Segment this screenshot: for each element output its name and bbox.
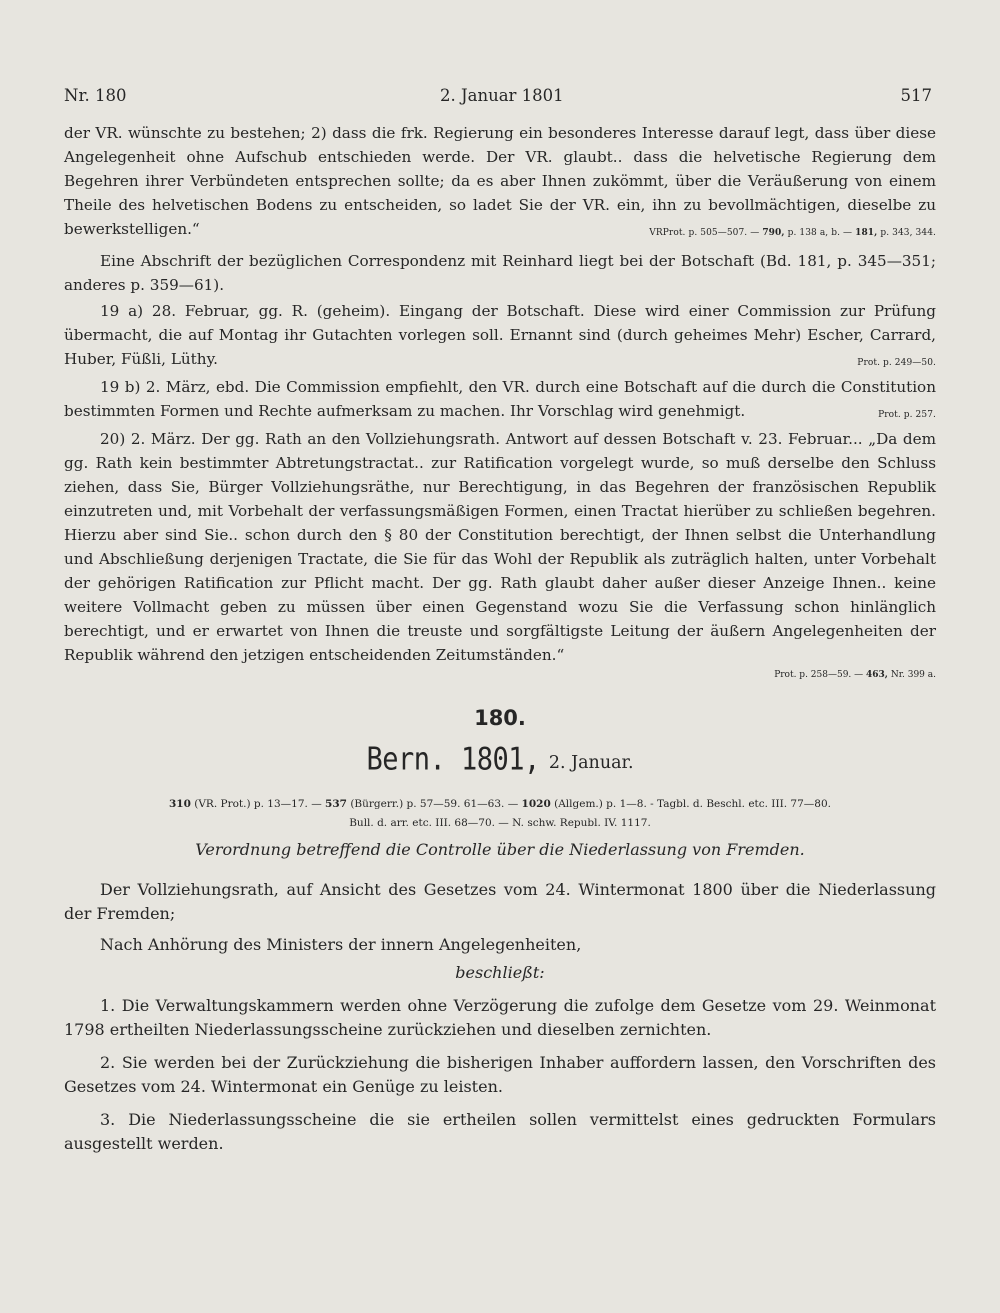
paragraph-5-source [64, 667, 936, 683]
source-text: Prot. p. 258—59. — [774, 670, 864, 680]
paragraph-4 [64, 375, 936, 427]
source-volume: 181, [855, 228, 878, 238]
references-line-2: Bull. d. arr. etc. III. 68—70. — N. schw. Republ. IV. 1117. [349, 817, 651, 829]
intro-paragraph-1: Der Vollziehungsrath, auf Ansicht des Gesetzes vom 24. Wintermonat 1800 über die Niederlassung der Fremden; [64, 880, 936, 923]
intro-paragraph-2: Nach Anhörung des Ministers der innern Angelegenheiten, [100, 935, 582, 954]
paragraph-5-text: 20) 2. März. Der gg. Rath an den Vollziehungsrath. Antwort auf dessen Botschaft v. 23. Februar... „Da dem gg. Rath kein bestimmter Abtretungstractat.. zur Ratification vorgelegt wurde, so muß derselbe den Schluss ziehen, dass Sie, Bürger Vollziehungsräthe, nur Berechtigung, in das Begehren der französischen Republik einzutreten und, mit Vorbehalt der verfassungsmäßigen Formen, einen Tractat hierüber zu schließen begehren. Hierzu aber sind Sie.. schon durch den § 80 der Constitution berechtigt, der Ihnen selbst die Unterhandlung und Abschließung derjenigen Tractate, die Sie für das Wohl der Republik als zuträglich halten, unter Vorbehalt der gehörigen Ratification zur Pflicht macht. Der gg. Rath glaubt daher außer dieser Anzeige Ihnen.. keine weitere Vollmacht geben zu müssen über einen Gegenstand wozu Sie die Verfassung schon hinlänglich berechtigt, und er erwartet von Ihnen die treuste und sorgfältigste Leitung der äußern Angelegenheiten der Republik während den jetzigen entscheidenden Zeitumständen.“ [64, 430, 936, 664]
paragraph-3 [64, 299, 936, 375]
references-line-1 [0, 795, 1000, 814]
ref-volume: 537 [325, 798, 347, 810]
paragraph-2-text: Eine Abschrift der bezüglichen Correspondenz mit Reinhard liegt bei der Botschaft (Bd. 181, p. 345—351; anderes p. 359—61). [64, 252, 936, 294]
page-number: 517 [900, 86, 932, 105]
article-1: 1. Die Verwaltungskammern werden ohne Verzögerung die zufolge dem Gesetze vom 29. Weinmonat 1798 ertheilten Niederlassungsscheine zurückziehen und dieselben zernichten. [64, 996, 936, 1039]
paragraph-1-source [649, 221, 936, 245]
ref-text: (VR. Prot.) p. 13—17. — [194, 798, 322, 810]
ref-volume: 1020 [521, 798, 551, 810]
ordinance-title: Verordnung betreffend die Controlle über die Niederlassung von Fremden. [195, 840, 805, 859]
ref-volume: 310 [168, 798, 191, 810]
paragraph-1 [64, 121, 936, 245]
header-number: Nr. 180 [64, 86, 127, 105]
source-text: p. 138 a, b. — [787, 228, 853, 238]
heading-date: 2. Januar. [548, 753, 634, 773]
document-number: 180. [474, 706, 526, 730]
paragraph-1-text: der VR. wünschte zu bestehen; 2) dass die frk. Regierung ein besonderes Interesse darauf legt, dass über diese Angelegenheit ohne Aufschub entschieden werde. Der VR. glaubt.. dass die helvetische Regierung dem Begehren ihrer Verbündeten entsprechen sollte; da es aber Ihnen zukömmt, über die Veräußerung von einem Theile des helvetischen Bodens zu entscheiden, so ladet Sie der VR. ein, ihn zu bevollmächtigen, dieselbe zu bewerkstelligen.“ [64, 124, 936, 238]
ref-text: (Bürgerr.) p. 57—59. 61—63. — [350, 798, 519, 810]
place-date-heading [0, 741, 1000, 778]
ordinance-body [64, 878, 936, 1156]
header-date: 2. Januar 1801 [440, 86, 564, 105]
paragraph-3-source: Prot. p. 249—50. [857, 358, 936, 368]
paragraph-2 [64, 249, 936, 297]
paragraph-5 [64, 427, 936, 683]
ref-text: (Allgem.) p. 1—8. - Tagbl. d. Beschl. etc. III. 77—80. [554, 798, 831, 810]
source-text: VRProt. p. 505—507. — [649, 228, 760, 238]
source-text: p. 343, 344. [880, 228, 936, 238]
article-3: 3. Die Niederlassungsscheine die sie ertheilen sollen vermittelst eines gedruckten Formulars ausgestellt werden. [64, 1110, 936, 1153]
resolution-word: beschließt: [455, 963, 545, 982]
source-text: Nr. 399 a. [890, 670, 936, 680]
place-year: Bern. 1801, [366, 741, 540, 778]
paragraph-4-source: Prot. p. 257. [878, 410, 936, 420]
source-volume: 463, [866, 670, 888, 680]
source-volume: 790, [762, 228, 785, 238]
running-header [64, 86, 932, 112]
paragraph-4-text: 19 b) 2. März, ebd. Die Commission empfiehlt, den VR. durch eine Botschaft auf die durch die Constitution bestimmten Formen und Rechte aufmerksam zu machen. Ihr Vorschlag wird genehmigt. [64, 378, 936, 420]
article-2: 2. Sie werden bei der Zurückziehung die bisherigen Inhaber auffordern lassen, den Vorschriften des Gesetzes vom 24. Wintermonat ein Genüge zu leisten. [64, 1053, 936, 1096]
paragraph-3-text: 19 a) 28. Februar, gg. R. (geheim). Eingang der Botschaft. Diese wird einer Commission zur Prüfung übermacht, die auf Montag ihr Gutachten vorlegen soll. Ernannt sind (durch geheimes Mehr) Escher, Carrard, Huber, Füßli, Lüthy. [64, 302, 936, 368]
